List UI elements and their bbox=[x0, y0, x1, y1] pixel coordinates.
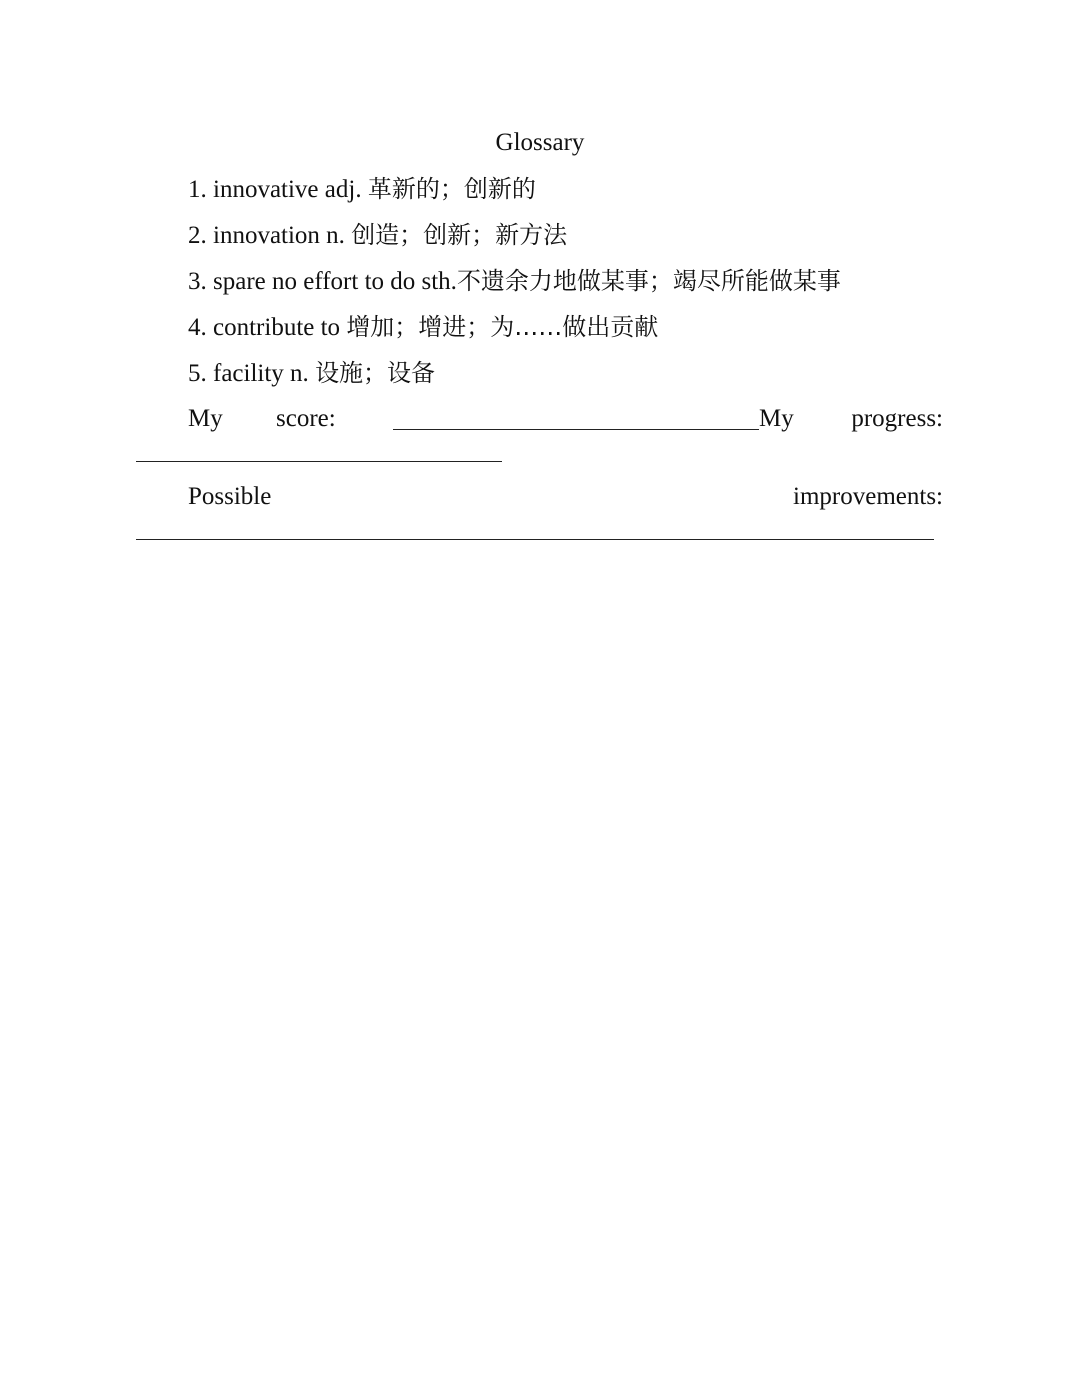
glossary-item bbox=[188, 310, 658, 345]
improvements-label-improvements: improvements: bbox=[793, 483, 943, 510]
progress-label-my: My bbox=[759, 405, 794, 432]
glossary-number: 3. bbox=[188, 268, 207, 295]
glossary-chinese: 不遗余力地做某事；竭尽所能做某事 bbox=[456, 267, 841, 295]
glossary-number: 4. bbox=[188, 314, 207, 341]
glossary-english: spare no effort to do sth. bbox=[213, 268, 457, 295]
glossary-number: 5. bbox=[188, 360, 207, 387]
score-label-score: score: bbox=[276, 405, 336, 432]
glossary-english: innovative adj. bbox=[213, 176, 362, 203]
glossary-item bbox=[188, 264, 841, 299]
glossary-english: facility n. bbox=[213, 360, 309, 387]
progress-label-progress: progress: bbox=[851, 405, 943, 432]
glossary-number: 2. bbox=[188, 222, 207, 249]
glossary-item bbox=[188, 356, 435, 391]
glossary-item bbox=[188, 172, 536, 207]
score-label-my: My bbox=[188, 405, 223, 432]
glossary-chinese: 革新的；创新的 bbox=[367, 175, 536, 203]
glossary-number: 1. bbox=[188, 176, 207, 203]
glossary-english: contribute to bbox=[213, 314, 341, 341]
improvements-label-possible: Possible bbox=[188, 483, 272, 510]
glossary-chinese: 创造；创新；新方法 bbox=[351, 221, 568, 249]
glossary-chinese: 增加；增进；为……做出贡献 bbox=[346, 313, 659, 341]
improvements-blank-line[interactable] bbox=[136, 539, 934, 540]
glossary-english: innovation n. bbox=[213, 222, 345, 249]
glossary-item bbox=[188, 218, 567, 253]
glossary-title: Glossary bbox=[495, 129, 585, 156]
progress-blank-line[interactable] bbox=[136, 461, 502, 462]
glossary-chinese: 设施；设备 bbox=[315, 359, 436, 387]
score-blank-line[interactable] bbox=[393, 429, 759, 430]
